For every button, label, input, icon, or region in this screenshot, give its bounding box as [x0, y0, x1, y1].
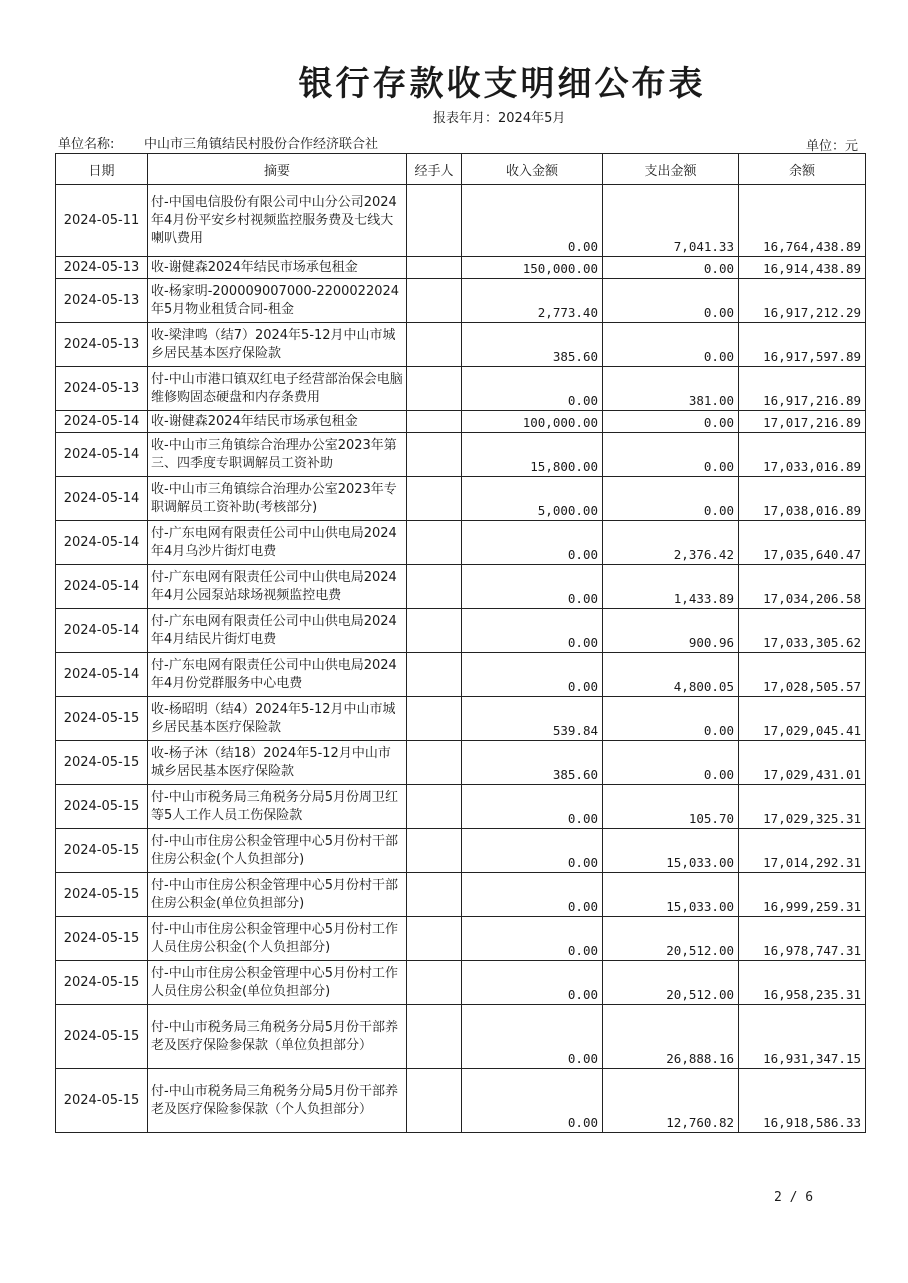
row-date: 2024-05-15: [56, 873, 148, 917]
row-date: 2024-05-13: [56, 257, 148, 279]
row-summary: 收-梁津鸣（结7）2024年5-12月中山市城乡居民基本医疗保险款: [148, 323, 407, 367]
table-row: [56, 785, 866, 829]
row-handler: [407, 917, 462, 961]
row-income: 0.00: [462, 653, 603, 697]
table-row: [56, 961, 866, 1005]
table-row: [56, 477, 866, 521]
row-date: 2024-05-15: [56, 961, 148, 1005]
row-balance: 16,931,347.15: [739, 1005, 866, 1069]
table-row: [56, 279, 866, 323]
col-header-income: 收入金额: [462, 154, 603, 185]
col-header-summary: 摘要: [148, 154, 407, 185]
table-row: [56, 697, 866, 741]
row-income: 0.00: [462, 917, 603, 961]
row-date: 2024-05-15: [56, 1005, 148, 1069]
row-summary: 付-中国电信股份有限公司中山分公司2024年4月份平安乡村视频监控服务费及七线大喇叭费用: [148, 185, 407, 257]
row-expense: 15,033.00: [603, 829, 739, 873]
table-row: [56, 323, 866, 367]
row-balance: 16,918,586.33: [739, 1069, 866, 1133]
row-expense: 20,512.00: [603, 961, 739, 1005]
row-date: 2024-05-15: [56, 785, 148, 829]
row-summary: 收-杨子沐（结18）2024年5-12月中山市城乡居民基本医疗保险款: [148, 741, 407, 785]
row-summary: 收-杨昭明（结4）2024年5-12月中山市城乡居民基本医疗保险款: [148, 697, 407, 741]
row-expense: 12,760.82: [603, 1069, 739, 1133]
row-date: 2024-05-14: [56, 477, 148, 521]
row-income: 0.00: [462, 521, 603, 565]
table-row: [56, 411, 866, 433]
row-income: 385.60: [462, 323, 603, 367]
row-summary: 付-中山市住房公积金管理中心5月份村干部住房公积金(个人负担部分): [148, 829, 407, 873]
row-income: 539.84: [462, 697, 603, 741]
row-handler: [407, 565, 462, 609]
ledger-body: [56, 185, 866, 1133]
row-expense: 26,888.16: [603, 1005, 739, 1069]
row-expense: 0.00: [603, 257, 739, 279]
row-handler: [407, 609, 462, 653]
row-balance: 17,038,016.89: [739, 477, 866, 521]
row-income: 2,773.40: [462, 279, 603, 323]
col-header-expense: 支出金额: [603, 154, 739, 185]
table-row: [56, 609, 866, 653]
row-balance: 17,035,640.47: [739, 521, 866, 565]
row-handler: [407, 477, 462, 521]
currency-unit: 单位：元: [805, 139, 858, 154]
row-balance: 16,914,438.89: [739, 257, 866, 279]
row-handler: [407, 411, 462, 433]
row-balance: 16,917,597.89: [739, 323, 866, 367]
row-handler: [407, 1069, 462, 1133]
table-row: [56, 185, 866, 257]
row-summary: 付-广东电网有限责任公司中山供电局2024年4月结民片街灯电费: [148, 609, 407, 653]
table-row: [56, 873, 866, 917]
row-expense: 7,041.33: [603, 185, 739, 257]
row-income: 0.00: [462, 1069, 603, 1133]
row-handler: [407, 521, 462, 565]
row-expense: 0.00: [603, 697, 739, 741]
row-income: 0.00: [462, 609, 603, 653]
row-income: 150,000.00: [462, 257, 603, 279]
row-expense: 0.00: [603, 323, 739, 367]
row-balance: 17,029,045.41: [739, 697, 866, 741]
table-row: [56, 653, 866, 697]
row-date: 2024-05-13: [56, 367, 148, 411]
row-date: 2024-05-14: [56, 609, 148, 653]
row-expense: 900.96: [603, 609, 739, 653]
row-expense: 105.70: [603, 785, 739, 829]
row-handler: [407, 961, 462, 1005]
row-date: 2024-05-14: [56, 653, 148, 697]
table-row: [56, 1005, 866, 1069]
row-balance: 17,029,431.01: [739, 741, 866, 785]
table-row: [56, 917, 866, 961]
row-summary: 付-中山市港口镇双红电子经营部治保会电脑维修购固态硬盘和内存条费用: [148, 367, 407, 411]
row-date: 2024-05-14: [56, 565, 148, 609]
table-row: [56, 367, 866, 411]
row-balance: 16,917,212.29: [739, 279, 866, 323]
row-income: 0.00: [462, 873, 603, 917]
row-date: 2024-05-15: [56, 697, 148, 741]
row-handler: [407, 257, 462, 279]
row-date: 2024-05-15: [56, 829, 148, 873]
table-row: [56, 1069, 866, 1133]
row-balance: 17,033,016.89: [739, 433, 866, 477]
col-header-balance: 余额: [739, 154, 866, 185]
row-summary: 付-中山市住房公积金管理中心5月份村工作人员住房公积金(个人负担部分): [148, 917, 407, 961]
row-summary: 付-中山市税务局三角税务分局5月份周卫红等5人工作人员工伤保险款: [148, 785, 407, 829]
row-income: 0.00: [462, 1005, 603, 1069]
row-income: 0.00: [462, 565, 603, 609]
table-row: [56, 565, 866, 609]
row-expense: 0.00: [603, 433, 739, 477]
table-row: [56, 521, 866, 565]
row-date: 2024-05-14: [56, 521, 148, 565]
row-balance: 17,034,206.58: [739, 565, 866, 609]
row-date: 2024-05-13: [56, 323, 148, 367]
table-row: [56, 741, 866, 785]
row-expense: 0.00: [603, 741, 739, 785]
row-summary: 收-中山市三角镇综合治理办公室2023年第三、四季度专职调解员工资补助: [148, 433, 407, 477]
col-header-handler: 经手人: [407, 154, 462, 185]
row-summary: 付-中山市住房公积金管理中心5月份村干部住房公积金(单位负担部分): [148, 873, 407, 917]
col-header-date: 日期: [56, 154, 148, 185]
row-date: 2024-05-15: [56, 1069, 148, 1133]
row-expense: 20,512.00: [603, 917, 739, 961]
row-handler: [407, 323, 462, 367]
row-income: 0.00: [462, 185, 603, 257]
row-handler: [407, 279, 462, 323]
row-handler: [407, 785, 462, 829]
row-balance: 16,764,438.89: [739, 185, 866, 257]
row-income: 0.00: [462, 961, 603, 1005]
row-balance: 16,978,747.31: [739, 917, 866, 961]
ledger-header: [56, 154, 866, 185]
row-handler: [407, 367, 462, 411]
row-handler: [407, 829, 462, 873]
table-row: [56, 257, 866, 279]
row-handler: [407, 697, 462, 741]
row-summary: 付-广东电网有限责任公司中山供电局2024年4月公园泵站球场视频监控电费: [148, 565, 407, 609]
row-balance: 17,017,216.89: [739, 411, 866, 433]
page-number: 2 / 6: [774, 1190, 814, 1205]
row-balance: 17,029,325.31: [739, 785, 866, 829]
row-date: 2024-05-13: [56, 279, 148, 323]
row-handler: [407, 185, 462, 257]
row-expense: 4,800.05: [603, 653, 739, 697]
row-summary: 付-广东电网有限责任公司中山供电局2024年4月份党群服务中心电费: [148, 653, 407, 697]
report-period: 报表年月：2024年5月: [433, 111, 566, 126]
row-date: 2024-05-14: [56, 411, 148, 433]
table-row: [56, 829, 866, 873]
unit-name: 中山市三角镇结民村股份合作经济联合社: [144, 137, 379, 152]
row-date: 2024-05-11: [56, 185, 148, 257]
document-title: 银行存款收支明细公布表: [298, 64, 706, 104]
row-handler: [407, 653, 462, 697]
row-income: 15,800.00: [462, 433, 603, 477]
row-expense: 0.00: [603, 477, 739, 521]
row-balance: 16,999,259.31: [739, 873, 866, 917]
row-date: 2024-05-15: [56, 741, 148, 785]
row-handler: [407, 1005, 462, 1069]
ledger-table: [55, 153, 866, 1133]
row-handler: [407, 741, 462, 785]
row-income: 385.60: [462, 741, 603, 785]
row-balance: 17,014,292.31: [739, 829, 866, 873]
unit-name-label: 单位名称:: [58, 137, 115, 152]
row-income: 0.00: [462, 829, 603, 873]
row-summary: 付-中山市税务局三角税务分局5月份干部养老及医疗保险参保款（个人负担部分）: [148, 1069, 407, 1133]
row-expense: 0.00: [603, 279, 739, 323]
row-summary: 收-谢健森2024年结民市场承包租金: [148, 257, 407, 279]
row-summary: 付-中山市税务局三角税务分局5月份干部养老及医疗保险参保款（单位负担部分）: [148, 1005, 407, 1069]
row-expense: 381.00: [603, 367, 739, 411]
row-expense: 1,433.89: [603, 565, 739, 609]
row-date: 2024-05-14: [56, 433, 148, 477]
row-date: 2024-05-15: [56, 917, 148, 961]
row-expense: 0.00: [603, 411, 739, 433]
row-expense: 15,033.00: [603, 873, 739, 917]
row-expense: 2,376.42: [603, 521, 739, 565]
row-summary: 收-谢健森2024年结民市场承包租金: [148, 411, 407, 433]
row-summary: 收-中山市三角镇综合治理办公室2023年专职调解员工资补助(考核部分): [148, 477, 407, 521]
row-income: 100,000.00: [462, 411, 603, 433]
table-row: [56, 433, 866, 477]
row-handler: [407, 433, 462, 477]
row-balance: 17,033,305.62: [739, 609, 866, 653]
row-balance: 16,917,216.89: [739, 367, 866, 411]
row-balance: 16,958,235.31: [739, 961, 866, 1005]
row-income: 0.00: [462, 367, 603, 411]
row-income: 0.00: [462, 785, 603, 829]
row-handler: [407, 873, 462, 917]
row-balance: 17,028,505.57: [739, 653, 866, 697]
row-income: 5,000.00: [462, 477, 603, 521]
row-summary: 收-杨家明-200009007000-2200022024年5月物业租赁合同-租金: [148, 279, 407, 323]
row-summary: 付-广东电网有限责任公司中山供电局2024年4月乌沙片街灯电费: [148, 521, 407, 565]
row-summary: 付-中山市住房公积金管理中心5月份村工作人员住房公积金(单位负担部分): [148, 961, 407, 1005]
